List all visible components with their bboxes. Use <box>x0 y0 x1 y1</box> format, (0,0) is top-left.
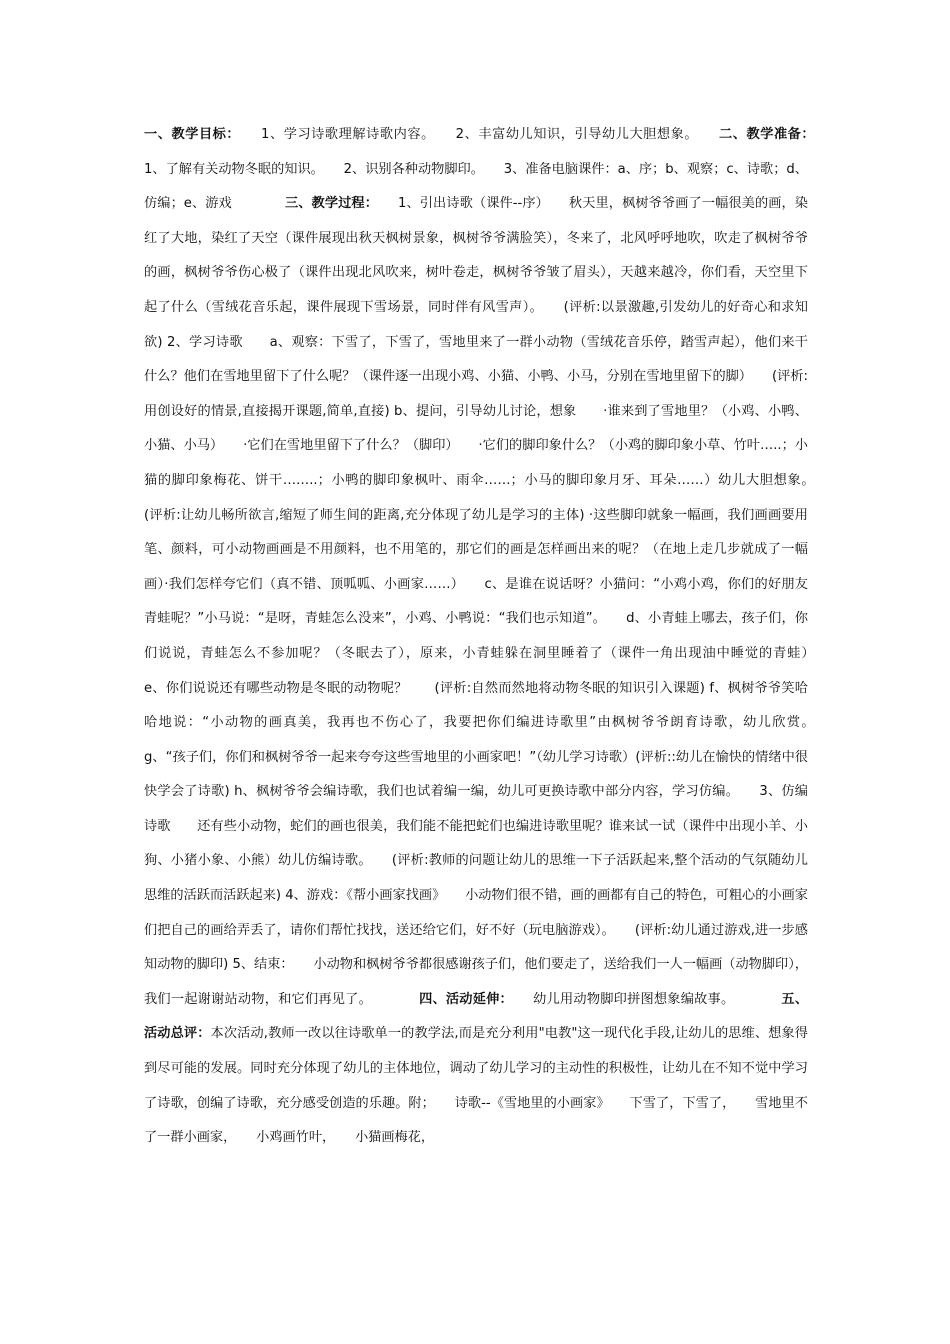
extension-text: 幼儿用动物脚印拼图想象编故事。 <box>506 991 782 1007</box>
summary-text: 本次活动,教师一改以往诗歌单一的教学法,而是充分利用"电教"这一现代化手段,让幼儿的思维、想象得到尽可能的发展。同时充分体现了幼儿的主体地位，调动了幼儿学习的主动性的积极性，让幼儿在不知不觉中学习了诗歌，创编了诗歌，充分感受创造的乐趣。附； 诗歌--《雪地里的小画家》 下雪了，下雪了， 雪地里不了一群小画家， 小鸡画竹叶， 小猫画梅花， <box>144 1026 808 1146</box>
section-heading-goals: 一、教学目标： <box>144 127 234 142</box>
goals-text: 1、学习诗歌理解诗歌内容。 2、丰富幼儿知识，引导幼儿大胆想象。 <box>233 127 719 142</box>
section-heading-process: 三、教学过程： <box>284 196 372 212</box>
section-heading-extension: 四、活动延伸： <box>419 991 507 1007</box>
section-heading-summary: 五、活动总评： <box>144 991 809 1042</box>
section-heading-preparation: 二、教学准备： <box>719 127 809 142</box>
document-body <box>144 118 835 1156</box>
preparation-text: 1、了解有关动物冬眠的知识。 2、识别各种动物脚印。 3、准备电脑课件：a、序；b、观察；c、诗歌；d、仿编；e、游戏 <box>144 127 835 212</box>
process-text: 1、引出诗歌（课件--序） 秋天里，枫树爷爷画了一幅很美的画，染红了大地，染红了天空（课件展现出秋天枫树景象，枫树爷爷满脸笑），冬来了，北风呼呼地吹，吹走了枫树爷爷的画，枫树爷爷伤心极了（课件出现北风吹来，树叶卷走，枫树爷爷皱了眉头），天越来越冷，你们看，天空里下起了什么（雪绒花音乐起，课件展现下雪场景，同时伴有风雪声）。 (评析:以景激趣,引发幼儿的好奇心和求知欲) 2、学习诗歌 a、观察：下雪了，下雪了，雪地里来了一群小动物（雪绒花音乐停，踏雪声起），他们来干什么？他们在雪地里留下了什么呢？（课件逐一出现小鸡、小猫、小鸭、小马，分别在雪地里留下的脚） (评析:用创设好的情景,直接揭开课题,简单,直接) b、提问，引导幼儿讨论，想象 ·谁来到了雪地里？（小鸡、小鸭、小猫、小马） ·它们在雪地里留下了什么？（脚印） ·它们的脚印象什么？（小鸡的脚印象小草、竹叶…..；小猫的脚印象梅花、饼干……..；小鸭的脚印象枫叶、雨伞……；小马的脚印象月牙、耳朵……）幼儿大胆想象。 (评析:让幼儿畅所欲言,缩短了师生间的距离,充分体现了幼儿是学习的主体) ·这些脚印就象一幅画，我们画画要用笔、颜料，可小动物画画是不用颜料，也不用笔的，那它们的画是怎样画出来的呢？（在地上走几步就成了一幅画）·我们怎样夸它们（真不错、顶呱呱、小画家……） c、是谁在说话呀？小猫问：“小鸡小鸡，你们的好朋友青蛙呢？”小马说：“是呀，青蛙怎么没来”，小鸡、小鸭说：“我们也示知道”。 d、小青蛙上哪去，孩子们，你们说说，青蛙怎么不参加呢？（冬眠去了），原来，小青蛙躲在洞里睡着了（课件一角出现油中睡觉的青蛙） e、你们说说还有哪些动物是冬眠的动物呢？ (评析:自然而然地将动物冬眠的知识引入课题) f、枫树爷爷笑哈哈地说：“小动物的画真美，我再也不伤心了，我要把你们编进诗歌里”由枫树爷爷朗育诗歌，幼儿欣赏。 g、“孩子们，你们和枫树爷爷一起来夸夸这些雪地里的小画家吧！”（幼儿学习诗歌）(评析::幼儿在愉快的情绪中很快学会了诗歌) h、枫树爷爷会编诗歌，我们也试着编一编，幼儿可更换诗歌中部分内容，学习仿编。 3、仿编诗歌 还有些小动物，蛇们的画也很美，我们能不能把蛇们也编进诗歌里呢？谁来试一试（课件中出现小羊、小狗、小猪小象、小熊）幼儿仿编诗歌。 (评析:教师的问题让幼儿的思维一下子活跃起来,整个活动的气氛随幼儿思维的活跃而活跃起来) 4、游戏：《帮小画家找画》 小动物们很不错，画的画都有自己的特色，可粗心的小画家们把自己的画给弄丢了，请你们帮忙找找，送还给它们，好不好（玩电脑游戏）。 (评析:幼儿通过游戏,进一步感知动物的脚印) 5、结束： 小动物和枫树爷爷都很感谢孩子们，他们要走了，送给我们一人一幅画（动物脚印），我们一起谢谢站动物，和它们再见了。 <box>144 196 835 1007</box>
